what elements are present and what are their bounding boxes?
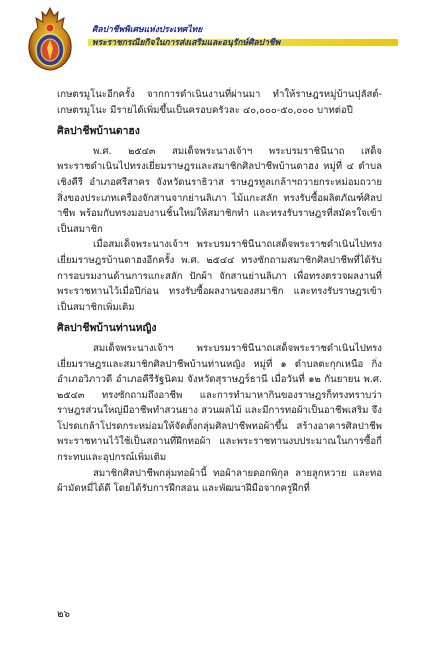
section-heading-than-ying: ศิลปาชีพบ้านท่านหญิง [57, 322, 157, 335]
header-title-line2: พระราชกรณียกิจในการส่งเสริมและอนุรักษ์ศิลปาชีพ [92, 38, 281, 48]
royal-emblem-icon [24, 6, 76, 72]
page-header [0, 0, 432, 76]
header-title-line1: ศิลปาชีพพิเศษแห่งประเทศไทย [92, 25, 203, 35]
page-number: ๒๖ [57, 609, 70, 620]
dahong-paragraph-2: เมื่อสมเด็จพระนางเจ้าฯ พระบรมราชินีนาถเสด็จพระราชดำเนินไปทรงเยี่ยมราษฎรบ้านดาฮงอีกครั้ง พ.ศ. ๒๕๔๔ ทรงซักถามสมาชิกศิลปาชีพที่ได้รับการอบรมงานด้านการแกะสลัก ปักผ้า จักสานย่านลิเภา เพื่อทรงตรวจผลงานที่พระราชทานไว้เมื่อปีก่อน ทรงรับซื้อผลงานของสมาชิก และทรงรับราษฎรเข้าเป็นสมาชิกเพิ่มเติม [57, 239, 382, 313]
than-ying-paragraph-2: สมาชิกศิลปาชีพกลุ่มทอผ้านี้ ทอผ้าลายดอกพิกุล ลายลูกหวาย และทอผ้ามัดหมี่ได้ดี โดยได้รับการฝึกสอน และพัฒนาฝีมือจากครูฝึกที่ [57, 467, 382, 495]
than-ying-paragraph-1: สมเด็จพระนางเจ้าฯ พระบรมราชินีนาถเสด็จพระราชดำเนินไปทรงเยี่ยมราษฎรและสมาชิกศิลปาชีพบ้านท่านหญิง หมู่ที่ ๑ ตำบลตะกุกเหนือ กิ่งอำเภอวิภาวดี อำเภอคีรีรัฐนิคม จังหวัดสุราษฎร์ธานี เมื่อวันที่ ๑๒ กันยายน พ.ศ. ๒๕๔๓ ทรงซักถามถึงอาชีพ และการทำมาหากินของราษฎรก็ทรงทราบว่า ราษฎรส่วนใหญ่มีอาชีพทำสวนยาง สวนผลไม้ และมีการทอผ้าเป็นอาชีพเสริม จึงโปรดเกล้าโปรดกระหม่อมให้จัดตั้งกลุ่มศิลปาชีพทอผ้าขึ้น สร้างอาคารศิลปาชีพพระราชทานไว้ใช้เป็นสถานที่ฝึกทอผ้า และพระราชทานงบประมาณในการซื้อกี่กระทบและอุปกรณ์เพิ่มเติม [57, 342, 382, 464]
page-body [57, 87, 382, 497]
dahong-paragraph-1: พ.ศ. ๒๕๔๓ สมเด็จพระนางเจ้าฯ พระบรมราชินีนาถ เสด็จพระราชดำเนินไปทรงเยี่ยมราษฎรและสมาชิกศิลปาชีพบ้านดาฮง หมู่ที่ ๔ ตำบลเชิงคีรี อำเภอศรีสาคร จังหวัดนราธิวาส ราษฎรทูลเกล้าฯถวายกระหม่อมถวายสิ่งของประเภทเครื่องจักสานจากย่านลิเภา ไม้แกะสลัก ทรงรับซื้อผลิตภัณฑ์ศิลปาชีพ พร้อมกับทรงมอบงานชิ้นใหม่ให้สมาชิกทำ และทรงรับราษฎรที่สมัครใจเข้าเป็นสมาชิก [57, 145, 382, 235]
intro-paragraph: เกษตรมูโนะอีกครั้ง จากการดำเนินงานที่ผ่านมา ทำให้ราษฎรหมู่บ้านปุลัสต์-เกษตรมูโนะ มีรายได้เพิ่มขึ้นเป็นครอบครัวละ ๔๐,๐๐๐-๕๐,๐๐๐ บาทต่อปี [57, 89, 382, 116]
section-heading-dahong: ศิลปาชีพบ้านดาฮง [57, 125, 140, 138]
